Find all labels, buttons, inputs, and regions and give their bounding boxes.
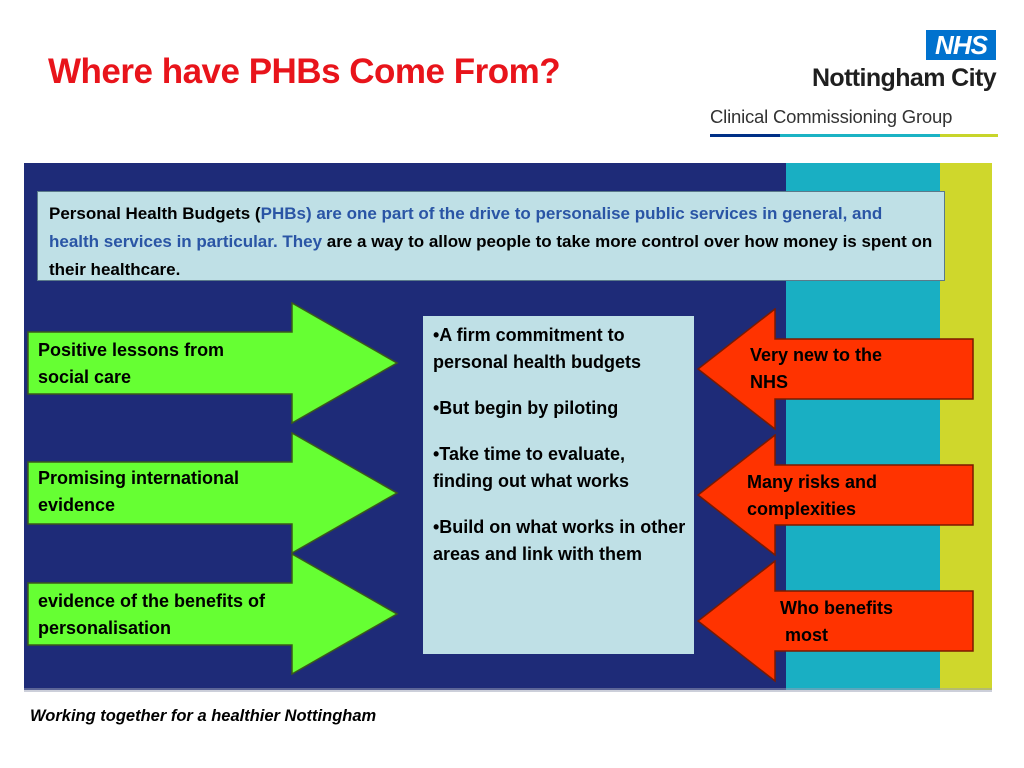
left-arrow-1-line-2: social care (38, 367, 132, 387)
slide-footer: Working together for a healthier Nottingham (30, 707, 377, 725)
right-arrow-3-line-1: Who benefits (780, 598, 893, 618)
right-arrow-3-line-2: most (780, 625, 829, 645)
right-arrow-1 (697, 308, 975, 431)
center-point-3: •Take time to evaluate, finding out what works (433, 444, 629, 491)
organisation-name: Nottingham City (811, 64, 996, 92)
left-arrow-1-line-1: Positive lessons from (38, 340, 225, 360)
left-arrow-2-line-1: Promising international (38, 468, 240, 488)
right-arrow-2-line-1: Many risks and (747, 472, 878, 492)
left-arrow-1 (27, 302, 399, 424)
nhs-logo (700, 26, 1000, 144)
right-arrow-1-line-1: Very new to the (750, 345, 883, 365)
left-arrow-3-line-1: evidence of the benefits of (38, 591, 266, 611)
right-arrow-3 (697, 560, 975, 683)
intro-text-1: Personal Health Budgets ( (49, 204, 261, 223)
left-arrow-3 (27, 553, 399, 675)
right-arrow-1-line-2: NHS (750, 372, 789, 392)
left-arrow-3-line-2: personalisation (38, 618, 172, 638)
nhs-badge: NHS (926, 30, 996, 60)
slide-title: Where have PHBs Come From? (48, 52, 561, 91)
right-arrow-2-line-2: complexities (747, 499, 857, 519)
center-point-1: •A firm commitment to personal health budgets (433, 325, 642, 372)
left-arrow-2 (27, 432, 399, 554)
intro-box (37, 191, 945, 281)
intro-text-highlight: PHBs) are one part of the drive to personalise public services in general, and health services in particular. They (49, 204, 883, 251)
right-arrow-2 (697, 434, 975, 557)
center-box (423, 316, 694, 654)
logo-color-rule (710, 134, 998, 137)
intro-text-2: are a way to allow people to take more control over how money is spent on their healthcare. (49, 232, 933, 279)
panel-shadow (24, 688, 992, 692)
center-point-4: •Build on what works in other areas and link with them (433, 517, 686, 564)
left-arrow-2-line-2: evidence (38, 495, 116, 515)
center-point-2: •But begin by piloting (433, 398, 619, 418)
group-name: Clinical Commissioning Group (710, 106, 953, 127)
